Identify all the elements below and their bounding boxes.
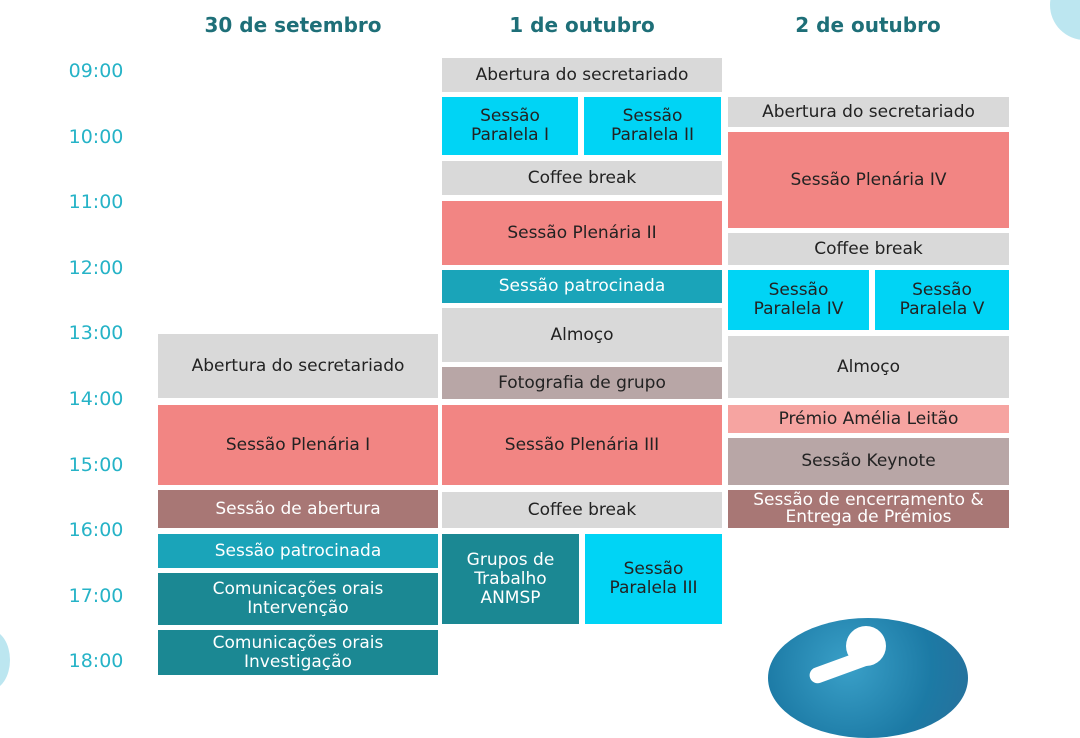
time-label: 12:00 <box>68 257 124 279</box>
event-sessao-paralela-1: Sessão Paralela I <box>442 97 578 155</box>
event-comunicacoes-intervencao: Comunicações orais Intervenção <box>158 573 438 625</box>
event-coffee-break: Coffee break <box>442 492 722 528</box>
time-label: 18:00 <box>68 650 124 672</box>
event-premio-amelia-leitao: Prémio Amélia Leitão <box>728 405 1009 433</box>
event-comunicacoes-investigacao: Comunicações orais Investigação <box>158 630 438 675</box>
event-sessao-encerramento: Sessão de encerramento & Entrega de Prémios <box>728 490 1009 528</box>
person-jumping-logo-icon <box>768 618 968 738</box>
event-fotografia-grupo: Fotografia de grupo <box>442 367 722 399</box>
time-label: 16:00 <box>68 519 124 541</box>
event-sessao-plenaria-1: Sessão Plenária I <box>158 405 438 485</box>
time-label: 10:00 <box>68 126 124 148</box>
event-sessao-paralela-5: Sessão Paralela V <box>875 270 1009 330</box>
event-sessao-abertura: Sessão de abertura <box>158 490 438 528</box>
decorative-circle-bottom-left <box>0 630 10 690</box>
time-label: 17:00 <box>68 585 124 607</box>
decorative-circle-top-right <box>1050 0 1080 40</box>
event-abertura-secretariado: Abertura do secretariado <box>158 334 438 398</box>
time-label: 11:00 <box>68 191 124 213</box>
event-sessao-paralela-2: Sessão Paralela II <box>584 97 721 155</box>
event-almoco: Almoço <box>442 308 722 362</box>
event-almoco: Almoço <box>728 336 1009 398</box>
time-label: 14:00 <box>68 388 124 410</box>
event-sessao-paralela-3: Sessão Paralela III <box>585 534 722 624</box>
day-header-30-setembro: 30 de setembro <box>204 13 382 37</box>
event-abertura-secretariado: Abertura do secretariado <box>728 97 1009 127</box>
time-label: 09:00 <box>68 60 124 82</box>
event-grupos-trabalho: Grupos de Trabalho ANMSP <box>442 534 579 624</box>
event-sessao-keynote: Sessão Keynote <box>728 438 1009 485</box>
event-coffee-break: Coffee break <box>442 161 722 195</box>
event-sessao-plenaria-3: Sessão Plenária III <box>442 405 722 485</box>
day-header-2-outubro: 2 de outubro <box>795 13 941 37</box>
event-sessao-patrocinada: Sessão patrocinada <box>158 534 438 568</box>
event-abertura-secretariado: Abertura do secretariado <box>442 58 722 92</box>
event-sessao-plenaria-2: Sessão Plenária II <box>442 201 722 265</box>
event-sessao-plenaria-4: Sessão Plenária IV <box>728 132 1009 228</box>
time-label: 13:00 <box>68 322 124 344</box>
logo-figure-body <box>807 647 878 686</box>
time-label: 15:00 <box>68 454 124 476</box>
event-sessao-patrocinada: Sessão patrocinada <box>442 270 722 303</box>
event-coffee-break: Coffee break <box>728 233 1009 265</box>
day-header-1-outubro: 1 de outubro <box>509 13 655 37</box>
event-sessao-paralela-4: Sessão Paralela IV <box>728 270 869 330</box>
